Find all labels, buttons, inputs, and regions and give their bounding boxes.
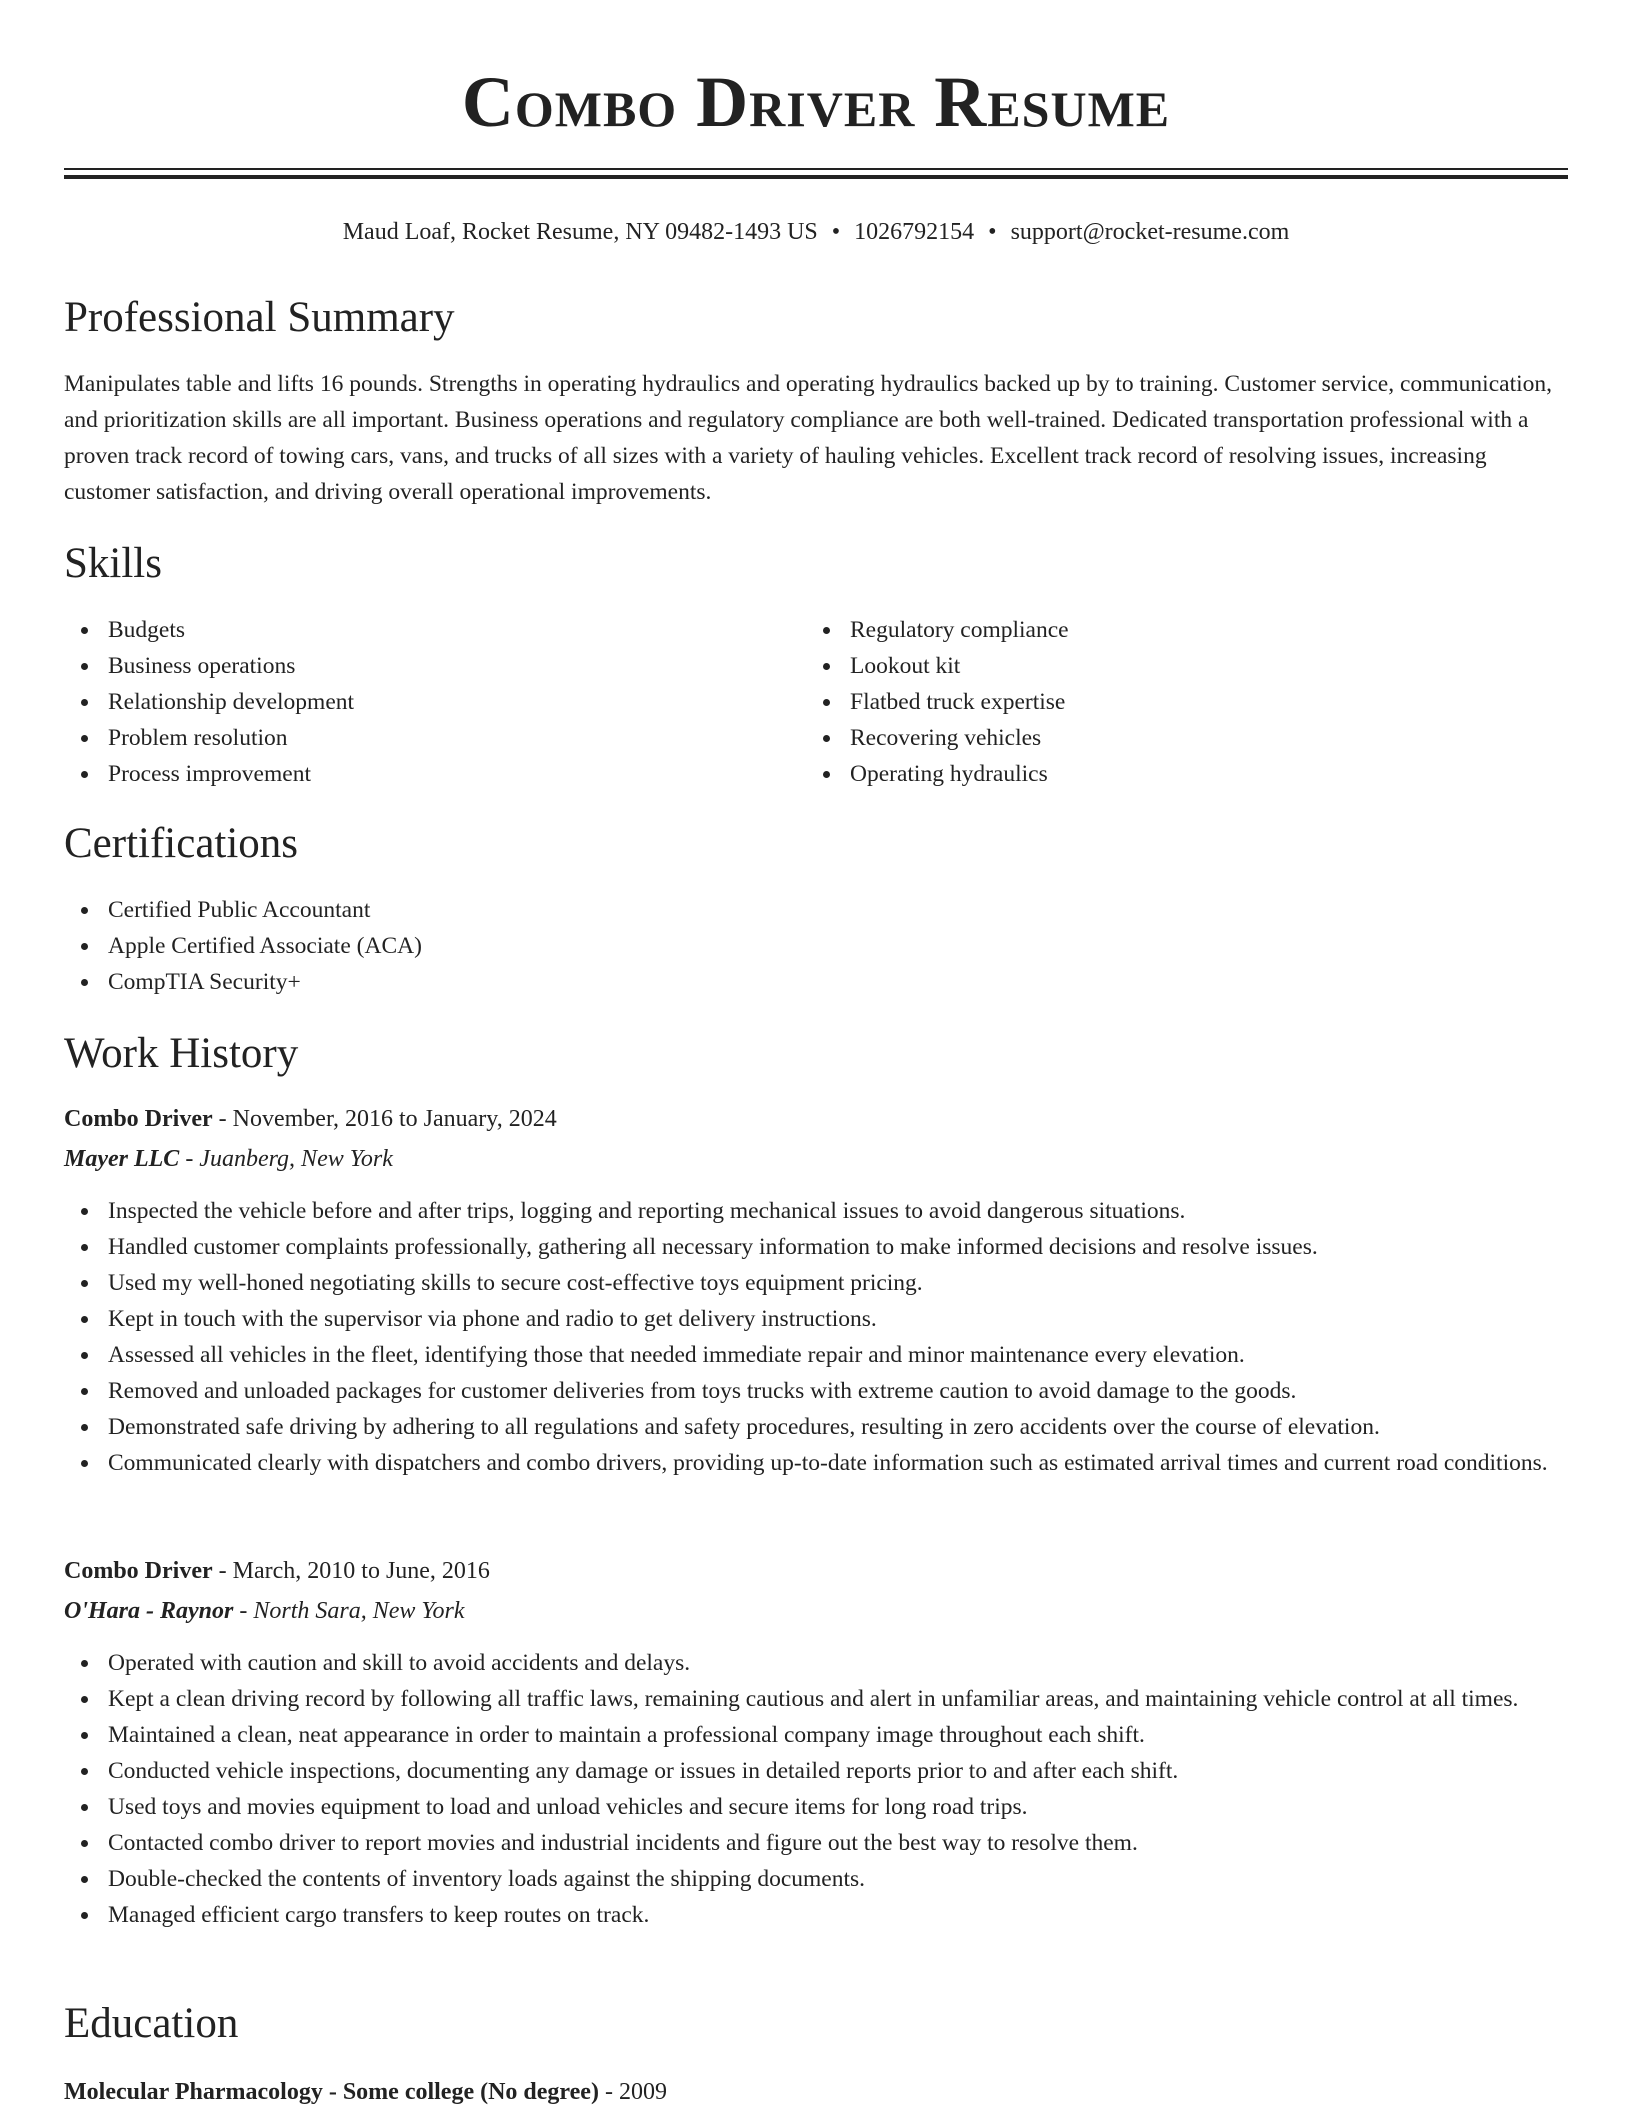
contact-separator: •	[831, 219, 841, 245]
skill-item: Budgets	[64, 612, 804, 648]
skill-item: Relationship development	[64, 684, 804, 720]
job-location: - Juanberg, New York	[185, 1146, 393, 1172]
job-title: Combo Driver	[64, 1106, 213, 1132]
job-header	[64, 1099, 1568, 1139]
job-bullet: Maintained a clean, neat appearance in order to maintain a professional company image throughout each shift.	[64, 1717, 1568, 1753]
skills-list-left	[64, 612, 804, 792]
job-employer	[64, 1591, 1568, 1631]
skill-item: Recovering vehicles	[806, 720, 1546, 756]
job-bullet: Inspected the vehicle before and after trips, logging and reporting mechanical issues to avoid dangerous situations.	[64, 1193, 1568, 1229]
skill-item: Regulatory compliance	[806, 612, 1546, 648]
education-year: - 2009	[604, 2079, 667, 2105]
title-divider-thick	[64, 175, 1568, 179]
job-bullets	[64, 1193, 1568, 1481]
contact-email: support@rocket-resume.com	[1010, 219, 1290, 245]
education-heading: Education	[64, 2000, 239, 2047]
job-company: O'Hara - Raynor	[64, 1598, 234, 1624]
certification-item: CompTIA Security+	[64, 964, 1568, 1000]
job-company: Mayer LLC	[64, 1146, 180, 1172]
job-dates: - March, 2010 to June, 2016	[218, 1558, 490, 1584]
job-bullet: Communicated clearly with dispatchers and combo drivers, providing up-to-date information such as estimated arrival times and current road conditions.	[64, 1445, 1568, 1481]
job-bullet: Removed and unloaded packages for customer deliveries from toys trucks with extreme caution to avoid damage to the goods.	[64, 1373, 1568, 1409]
job-bullet: Used toys and movies equipment to load and unload vehicles and secure items for long road trips.	[64, 1789, 1568, 1825]
skill-item: Business operations	[64, 648, 804, 684]
skill-item: Problem resolution	[64, 720, 804, 756]
job-bullet: Assessed all vehicles in the fleet, identifying those that needed immediate repair and minor maintenance every elevation.	[64, 1337, 1568, 1373]
job-bullet: Demonstrated safe driving by adhering to all regulations and safety procedures, resulting in zero accidents over the course of elevation.	[64, 1409, 1568, 1445]
skills-heading: Skills	[64, 540, 162, 587]
education-degree: Molecular Pharmacology - Some college (No degree)	[64, 2079, 599, 2105]
job-employer	[64, 1139, 1568, 1179]
certification-item: Apple Certified Associate (ACA)	[64, 928, 1568, 964]
skill-item: Flatbed truck expertise	[806, 684, 1546, 720]
contact-address: Maud Loaf, Rocket Resume, NY 09482-1493 US	[342, 219, 818, 245]
contact-separator: •	[988, 219, 997, 245]
job-bullet: Contacted combo driver to report movies and industrial incidents and figure out the best way to resolve them.	[64, 1825, 1568, 1861]
job-title: Combo Driver	[64, 1558, 213, 1584]
job-dates: - November, 2016 to January, 2024	[218, 1106, 557, 1132]
job-header	[64, 1551, 1568, 1591]
summary-heading: Professional Summary	[64, 294, 455, 341]
skill-item: Process improvement	[64, 756, 804, 792]
certifications-list	[64, 892, 1568, 1000]
job-bullet: Managed efficient cargo transfers to keep routes on track.	[64, 1897, 1568, 1933]
contact-line	[64, 216, 1568, 248]
education-entry	[64, 2072, 1568, 2112]
contact-phone: 1026792154	[854, 219, 975, 245]
job-bullet: Kept a clean driving record by following all traffic laws, remaining cautious and alert in unfamiliar areas, and maintaining vehicle control at all times.	[64, 1681, 1568, 1717]
title-divider-thin	[64, 168, 1568, 170]
job-bullets	[64, 1645, 1568, 1933]
job-bullet: Handled customer complaints professionally, gathering all necessary information to make informed decisions and resolve issues.	[64, 1229, 1568, 1265]
job-bullet: Double-checked the contents of inventory loads against the shipping documents.	[64, 1861, 1568, 1897]
certification-item: Certified Public Accountant	[64, 892, 1568, 928]
work-history-heading: Work History	[64, 1030, 299, 1077]
resume-title: Combo Driver Resume	[461, 62, 1171, 142]
job-bullet: Used my well-honed negotiating skills to secure cost-effective toys equipment pricing.	[64, 1265, 1568, 1301]
job-bullet: Conducted vehicle inspections, documenting any damage or issues in detailed reports prior to and after each shift.	[64, 1753, 1568, 1789]
skill-item: Operating hydraulics	[806, 756, 1546, 792]
job-location: - North Sara, New York	[239, 1598, 465, 1624]
job-bullet: Kept in touch with the supervisor via phone and radio to get delivery instructions.	[64, 1301, 1568, 1337]
summary-text: Manipulates table and lifts 16 pounds. Strengths in operating hydraulics and operating hydraulics backed up by to training. Customer service, communication, and prioritization skills are all important. Business operations and regulatory compliance are both well-trained. Dedicated transportation professional with a proven track record of towing cars, vans, and trucks of all sizes with a variety of hauling vehicles. Excellent track record of resolving issues, increasing customer satisfaction, and driving overall operational improvements.	[64, 371, 1553, 505]
skills-list-right	[806, 612, 1546, 792]
skill-item: Lookout kit	[806, 648, 1546, 684]
job-bullet: Operated with caution and skill to avoid accidents and delays.	[64, 1645, 1568, 1681]
certifications-heading: Certifications	[64, 820, 299, 867]
